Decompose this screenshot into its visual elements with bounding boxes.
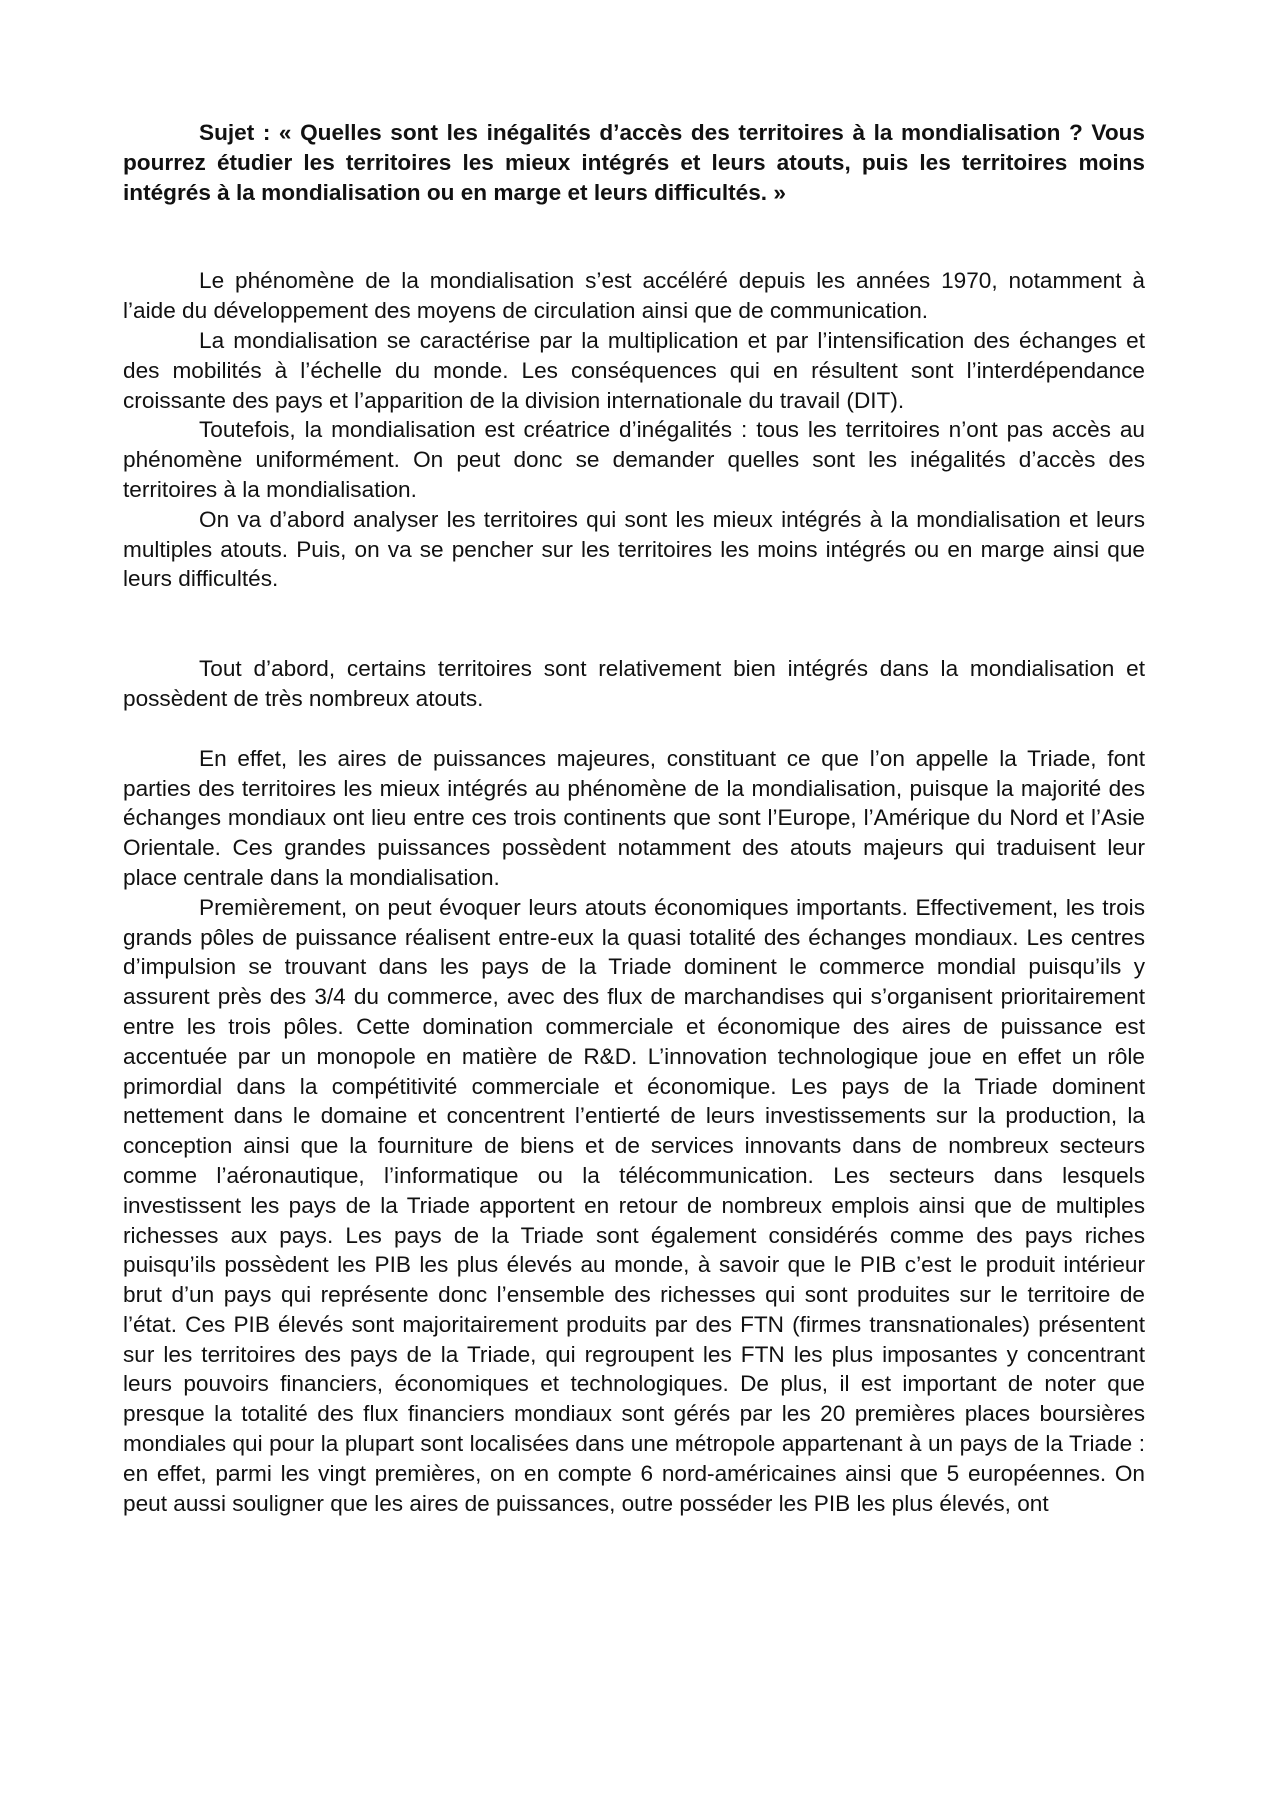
intro-paragraph-3: Toutefois, la mondialisation est créatrice d’inégalités : tous les territoires n’ont pas accès au phénomène uniformément. On peut donc se demander quelles sont les inégalités d’accès des territoires à la mondialisation.: [123, 417, 1145, 502]
intro-paragraph-2: La mondialisation se caractérise par la multiplication et par l’intensification des échanges et des mobilités à l’échelle du monde. Les conséquences qui en résultent sont l’interdépendance croissante des pays et l’apparition de la division internationale du travail (DIT).: [123, 327, 1145, 413]
spacer: [123, 594, 1145, 654]
spacer: [123, 714, 1145, 744]
intro-paragraph-1: Le phénomène de la mondialisation s’est accéléré depuis les années 1970, notamment à l’aide du développement des moyens de circulation ainsi que de communication.: [123, 268, 1145, 324]
spacer: [123, 207, 1145, 266]
intro-paragraph-4: On va d’abord analyser les territoires qui sont les mieux intégrés à la mondialisation et leurs multiples atouts. Puis, on va se pencher sur les territoires les moins intégrés ou en marge ainsi que leurs difficultés.: [123, 506, 1145, 592]
part1-paragraph-2: Premièrement, on peut évoquer leurs atouts économiques importants. Effectivement, les trois grands pôles de puissance réalisent entre-eux la quasi totalité des échanges mondiaux. Les centres d’impulsion se trouvant dans les pays de la Triade dominent le commerce mondial puisqu’ils y assurent près des 3/4 du commerce, avec des flux de marchandises qui s’organisent prioritairement entre les trois pôles. Cette domination commerciale et économique des aires de puissance est accentuée par un monopole en matière de R&D. L’innovation technologique joue en effet un rôle primordial dans la compétitivité commerciale et économique. Les pays de la Triade dominent nettement dans le domaine et concentrent l’entierté de leurs investissements sur la production, la conception ainsi que la fourniture de biens et de services innovants dans de nombreux secteurs comme l’aéronautique, l’informatique ou la télécommunication. Les secteurs dans lesquels investissent les pays de la Triade apportent en retour de nombreux emplois ainsi que de multiples richesses aux pays. Les pays de la Triade sont également considérés comme des pays riches puisqu’ils possèdent les PIB les plus élevés au monde, à savoir que le PIB c’est le produit intérieur brut d’un pays qui représente donc l’ensemble des richesses qui sont produites sur le territoire de l’état. Ces PIB élevés sont majoritairement produits par des FTN (firmes transnationales) présentent sur les territoires des pays de la Triade, qui regroupent les FTN les plus imposantes y concentrant leurs pouvoirs financiers, économiques et technologiques. De plus, il est important de noter que presque la totalité des flux financiers mondiaux sont gérés par les 20 premières places boursières mondiales qui pour la plupart sont localisées dans une métropole appartenant à un pays de la Triade : en effet, parmi les vingt premières, on en compte 6 nord-américaines ainsi que 5 européennes. On peut aussi souligner que les aires de puissances, outre posséder les PIB les plus élevés, ont: [123, 894, 1145, 1516]
subject-heading: Sujet : « Quelles sont les inégalités d’accès des territoires à la mondialisation ? Vous pourrez étudier les territoires les mieux intégrés et leurs atouts, puis les territoires moins intégrés à la mondialisation ou en marge et leurs difficultés. »: [123, 120, 1145, 205]
part1-paragraph-1: En effet, les aires de puissances majeures, constituant ce que l’on appelle la Triade, font parties des territoires les mieux intégrés au phénomène de la mondialisation, puisque la majorité des échanges mondiaux ont lieu entre ces trois continents que sont l’Europe, l’Amérique du Nord et l’Asie Orientale. Ces grandes puissances possèdent notamment des atouts majeurs qui traduisent leur place centrale dans la mondialisation.: [123, 745, 1145, 890]
document-page: [123, 118, 1145, 1518]
part1-intro-paragraph: Tout d’abord, certains territoires sont relativement bien intégrés dans la mondialisation et possèdent de très nombreux atouts.: [123, 656, 1145, 711]
